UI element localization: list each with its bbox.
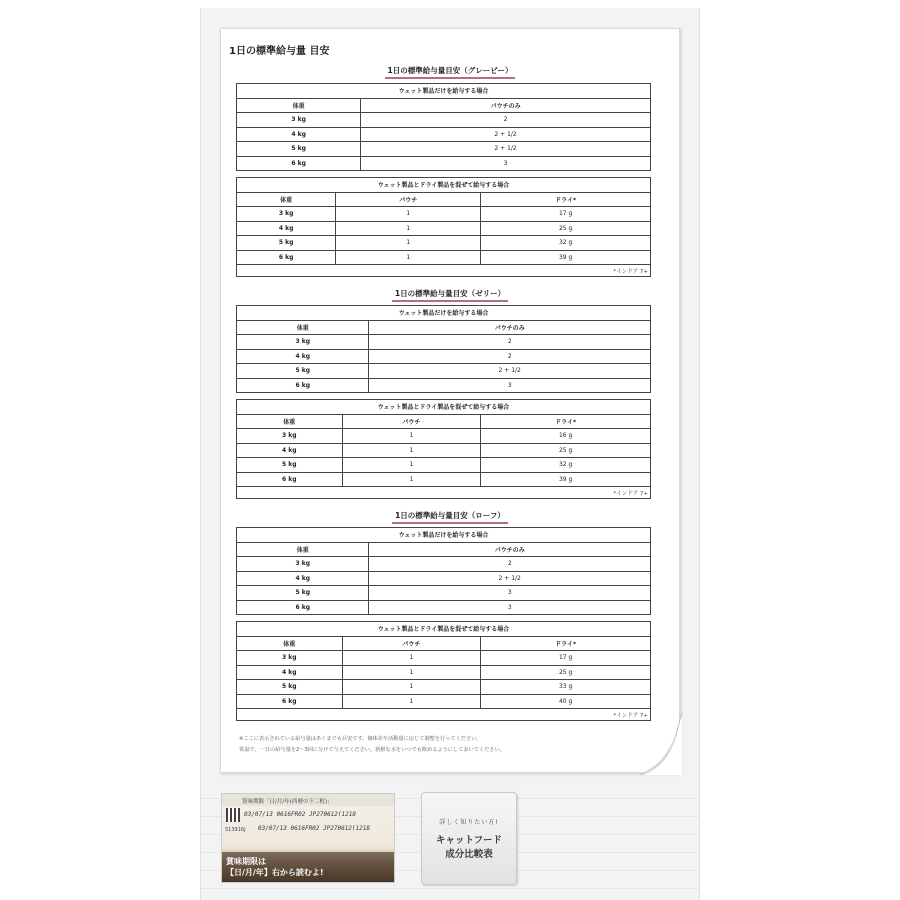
dry-cell: 25 g: [481, 665, 651, 680]
table-caption: ウェット製品だけを給与する場合: [237, 306, 651, 321]
table-row: [237, 571, 651, 586]
column-header: パウチ: [342, 636, 481, 651]
pouch-cell: 3: [369, 600, 651, 615]
pouch-cell: 2: [361, 113, 651, 128]
table-row: [237, 429, 651, 444]
pouch-cell: 3: [369, 586, 651, 601]
table-row: [237, 694, 651, 709]
section-title-loaf: 1日の標準給与量目安（ローフ）: [221, 510, 679, 524]
table-row: [237, 250, 651, 265]
pouch-cell: 1: [336, 221, 481, 236]
column-header: パウチ: [336, 192, 481, 207]
weight-cell: 6 kg: [237, 472, 343, 487]
page-title: 1日の標準給与量 目安: [229, 46, 330, 57]
weight-cell: 5 kg: [237, 236, 336, 251]
weight-cell: 6 kg: [237, 600, 369, 615]
footnote-2: 常温で、一日の給与量を2〜3回に分けて与えてください。新鮮な水をいつでも飲めるようにしておいてください。: [239, 747, 505, 753]
pouch-cell: 1: [336, 236, 481, 251]
pouch-cell: 2: [369, 349, 651, 364]
weight-cell: 5 kg: [237, 458, 343, 473]
table-row: [237, 443, 651, 458]
column-header: 体重: [237, 636, 343, 651]
table-note: *インドア 7+: [237, 487, 651, 499]
caption-line: 賞味期限は: [226, 857, 266, 866]
table-wet-only-loaf: [236, 527, 651, 615]
pouch-cell: 1: [342, 472, 481, 487]
banner-header: 賞味期限「日/月/年(西暦の下二桁)」: [222, 794, 394, 806]
dry-cell: 40 g: [481, 694, 651, 709]
date-code-line: 03/07/13 0616FR02 JP270612(1218: [258, 825, 370, 832]
weight-cell: 3 kg: [237, 207, 336, 222]
weight-cell: 6 kg: [237, 156, 361, 171]
column-header: パウチのみ: [369, 542, 651, 557]
table-row: [237, 349, 651, 364]
table-caption: ウェット製品だけを給与する場合: [237, 528, 651, 543]
food-comparison-button[interactable]: [421, 792, 517, 885]
pouch-cell: 2 + 1/2: [369, 364, 651, 379]
banner-caption: [222, 852, 394, 882]
weight-cell: 5 kg: [237, 680, 343, 695]
pouch-cell: 3: [361, 156, 651, 171]
column-header: 体重: [237, 414, 343, 429]
weight-cell: 4 kg: [237, 127, 361, 142]
footnote-1: ※ここに表示されている給与量はあくまでも目安です。個体差や活動量に応じて調整を行ってください。: [239, 736, 482, 742]
table-caption: ウェット製品だけを給与する場合: [237, 84, 651, 99]
dry-cell: 32 g: [481, 236, 651, 251]
table-row: [237, 207, 651, 222]
dry-cell: 17 g: [481, 207, 651, 222]
table-note: *インドア 7+: [237, 709, 651, 721]
table-row: [237, 472, 651, 487]
table-mixed-jelly: [236, 399, 651, 499]
page-curl-icon: [640, 713, 682, 775]
pouch-cell: 2: [369, 335, 651, 350]
table-row: [237, 236, 651, 251]
weight-cell: 3 kg: [237, 335, 369, 350]
button-label-line: 成分比較表: [445, 849, 493, 860]
column-header: 体重: [237, 98, 361, 113]
weight-cell: 6 kg: [237, 378, 369, 393]
table-caption: ウェット製品とドライ製品を混ぜて給与する場合: [237, 622, 651, 637]
lot-number: S13916J: [225, 827, 246, 833]
weight-cell: 4 kg: [237, 221, 336, 236]
table-row: [237, 364, 651, 379]
pouch-cell: 3: [369, 378, 651, 393]
weight-cell: 4 kg: [237, 571, 369, 586]
pouch-cell: 1: [342, 429, 481, 444]
weight-cell: 5 kg: [237, 364, 369, 379]
weight-cell: 3 kg: [237, 651, 343, 666]
pouch-cell: 2 + 1/2: [369, 571, 651, 586]
button-subtext: 詳しく知りたい方!: [439, 819, 499, 826]
expiry-date-banner[interactable]: [221, 793, 395, 883]
table-row: [237, 127, 651, 142]
table-row: [237, 586, 651, 601]
section-title-gravy: 1日の標準給与量目安（グレービー）: [221, 65, 679, 79]
pouch-cell: 1: [342, 694, 481, 709]
table-row: [237, 221, 651, 236]
button-label-line: キャットフード: [436, 835, 502, 846]
dry-cell: 39 g: [481, 250, 651, 265]
column-header: 体重: [237, 320, 369, 335]
column-header: ドライ*: [481, 414, 651, 429]
weight-cell: 4 kg: [237, 443, 343, 458]
section-title-jelly: 1日の標準給与量目安（ゼリー）: [221, 288, 679, 302]
column-header: ドライ*: [481, 192, 651, 207]
table-wet-only-gravy: [236, 83, 651, 171]
table-note: *インドア 7+: [237, 265, 651, 277]
weight-cell: 5 kg: [237, 586, 369, 601]
table-mixed-loaf: [236, 621, 651, 721]
table-caption: ウェット製品とドライ製品を混ぜて給与する場合: [237, 178, 651, 193]
table-row: [237, 142, 651, 157]
table-row: [237, 113, 651, 128]
weight-cell: 4 kg: [237, 349, 369, 364]
pouch-cell: 2 + 1/2: [361, 142, 651, 157]
table-row: [237, 335, 651, 350]
pouch-cell: 1: [342, 458, 481, 473]
weight-cell: 4 kg: [237, 665, 343, 680]
pouch-cell: 2 + 1/2: [361, 127, 651, 142]
pouch-cell: 1: [336, 207, 481, 222]
column-header: 体重: [237, 192, 336, 207]
button-label: [422, 834, 516, 862]
dry-cell: 39 g: [481, 472, 651, 487]
pouch-cell: 1: [336, 250, 481, 265]
pouch-cell: 1: [342, 680, 481, 695]
dry-cell: 32 g: [481, 458, 651, 473]
pouch-cell: 1: [342, 665, 481, 680]
column-header: パウチのみ: [361, 98, 651, 113]
table-row: [237, 651, 651, 666]
caption-line: 【日/月/年】右から読むよ!: [226, 868, 324, 877]
table-row: [237, 557, 651, 572]
table-wet-only-jelly: [236, 305, 651, 393]
date-code-line: 03/07/13 0616FR02 JP270612(1218: [244, 811, 356, 818]
table-mixed-gravy: [236, 177, 651, 277]
column-header: ドライ*: [481, 636, 651, 651]
weight-cell: 3 kg: [237, 557, 369, 572]
weight-cell: 3 kg: [237, 113, 361, 128]
table-row: [237, 600, 651, 615]
dry-cell: 25 g: [481, 443, 651, 458]
qr-code-icon: [226, 808, 240, 822]
table-row: [237, 378, 651, 393]
table-row: [237, 665, 651, 680]
dry-cell: 17 g: [481, 651, 651, 666]
feeding-guide-sheet: [220, 28, 680, 773]
pouch-cell: 1: [342, 443, 481, 458]
weight-cell: 5 kg: [237, 142, 361, 157]
column-header: 体重: [237, 542, 369, 557]
column-header: パウチ: [342, 414, 481, 429]
table-row: [237, 680, 651, 695]
dry-cell: 33 g: [481, 680, 651, 695]
weight-cell: 6 kg: [237, 250, 336, 265]
weight-cell: 6 kg: [237, 694, 343, 709]
pouch-cell: 2: [369, 557, 651, 572]
column-header: パウチのみ: [369, 320, 651, 335]
weight-cell: 3 kg: [237, 429, 343, 444]
dry-cell: 25 g: [481, 221, 651, 236]
table-caption: ウェット製品とドライ製品を混ぜて給与する場合: [237, 400, 651, 415]
table-row: [237, 156, 651, 171]
table-row: [237, 458, 651, 473]
pouch-cell: 1: [342, 651, 481, 666]
dry-cell: 16 g: [481, 429, 651, 444]
